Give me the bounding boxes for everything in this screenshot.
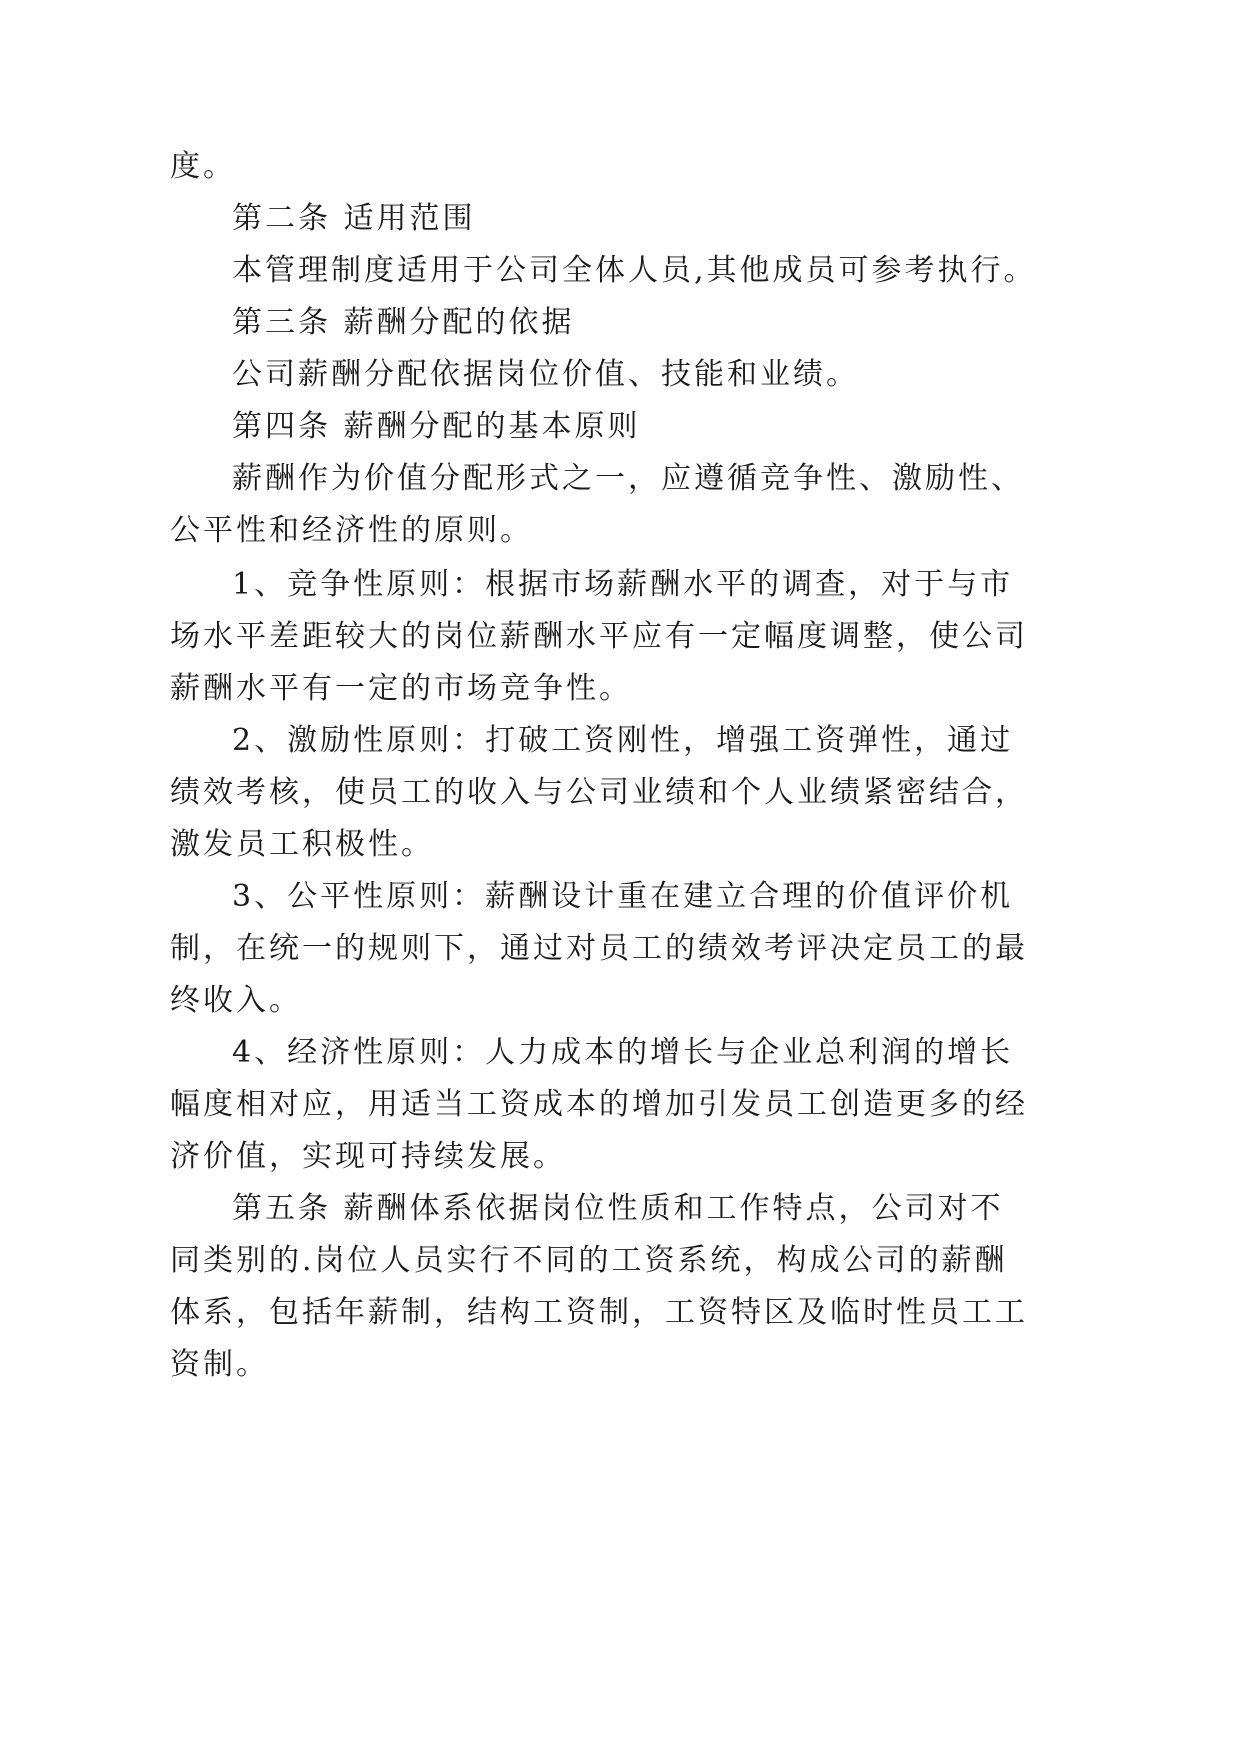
text-line: 终收入。 xyxy=(170,983,302,1018)
article-heading: 第三条 薪酬分配的依据 xyxy=(232,305,575,340)
text-line: 场水平差距较大的岗位薪酬水平应有一定幅度调整，使公司 xyxy=(170,619,1028,654)
text-line: 幅度相对应，用适当工资成本的增加引发员工创造更多的经 xyxy=(170,1087,1028,1122)
text-line: 薪酬水平有一定的市场竞争性。 xyxy=(170,671,632,706)
text-line: 4、经济性原则：人力成本的增长与企业总利润的增长 xyxy=(232,1035,1014,1070)
text-line: 同类别的.岗位人员实行不同的工资系统，构成公司的薪酬 xyxy=(170,1243,1008,1278)
text-line: 济价值，实现可持续发展。 xyxy=(170,1139,566,1174)
text-line: 绩效考核，使员工的收入与公司业绩和个人业绩紧密结合， xyxy=(170,775,1028,810)
text-line: 公平性和经济性的原则。 xyxy=(170,513,533,548)
text-line: 2、激励性原则：打破工资刚性，增强工资弹性，通过 xyxy=(232,723,1014,758)
text-line: 薪酬作为价值分配形式之一，应遵循竞争性、激励性、 xyxy=(232,461,1024,496)
text-line: 1、竞争性原则：根据市场薪酬水平的调查，对于与市 xyxy=(232,567,1014,602)
text-line: 第五条 薪酬体系依据岗位性质和工作特点，公司对不 xyxy=(232,1191,1004,1226)
text-line: 制，在统一的规则下，通过对员工的绩效考评决定员工的最 xyxy=(170,931,1028,966)
text-line: 体系，包括年薪制，结构工资制，工资特区及临时性员工工 xyxy=(170,1295,1028,1330)
article-heading: 第二条 适用范围 xyxy=(232,201,476,236)
text-line: 度。 xyxy=(170,149,236,184)
text-line: 本管理制度适用于公司全体人员,其他成员可参考执行。 xyxy=(232,253,1037,288)
text-line: 公司薪酬分配依据岗位价值、技能和业绩。 xyxy=(232,357,859,392)
article-heading: 第四条 薪酬分配的基本原则 xyxy=(232,409,641,444)
text-line: 激发员工积极性。 xyxy=(170,827,434,862)
text-line: 3、公平性原则：薪酬设计重在建立合理的价值评价机 xyxy=(232,879,1014,914)
text-line: 资制。 xyxy=(170,1347,269,1382)
